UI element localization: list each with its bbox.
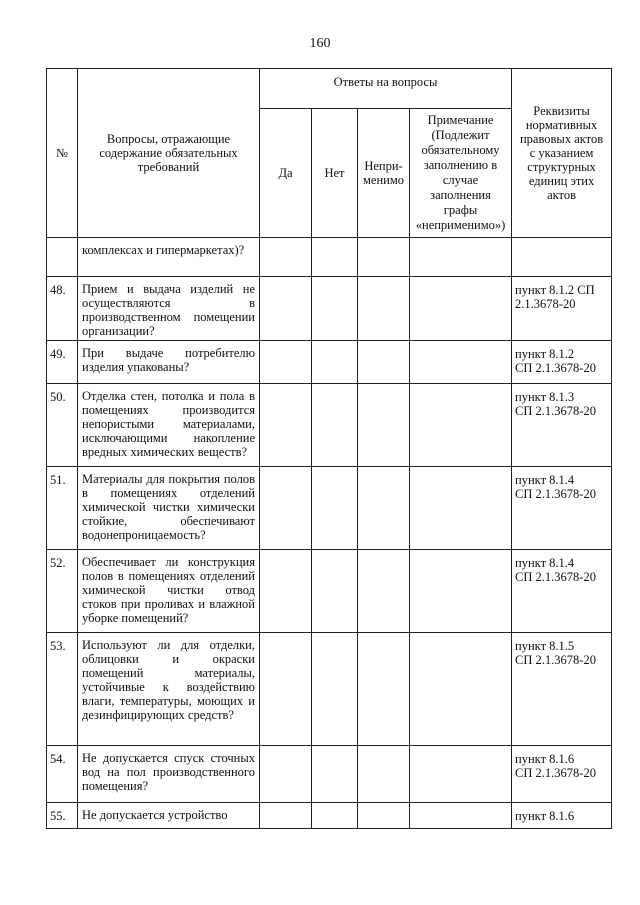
note-cell[interactable] [410, 341, 512, 384]
answer-not-applicable-cell[interactable] [358, 384, 410, 467]
answer-not-applicable-cell[interactable] [358, 277, 410, 341]
row-requisites: пункт 8.1.2 СП 2.1.3678-20 [512, 341, 612, 384]
answer-no-cell[interactable] [312, 746, 358, 803]
row-question: комплексах и гипермаркетах)? [78, 238, 260, 277]
table-row [47, 467, 612, 550]
header-note: Примечание (Подлежит обязательному заполнению в случае заполнения графы «неприменимо») [410, 109, 512, 238]
note-cell[interactable] [410, 633, 512, 746]
note-cell[interactable] [410, 238, 512, 277]
header-no: Нет [312, 109, 358, 238]
answer-not-applicable-cell[interactable] [358, 633, 410, 746]
answer-not-applicable-cell[interactable] [358, 467, 410, 550]
row-number: 54. [47, 746, 78, 803]
header-num: № [47, 69, 78, 238]
header-answers: Ответы на вопросы [260, 69, 512, 109]
row-number: 52. [47, 550, 78, 633]
note-cell[interactable] [410, 277, 512, 341]
row-question: Материалы для покрытия полов в помещениях отделений химической чистки химически стойкие, обеспечивают водонепроницаемость? [78, 467, 260, 550]
row-question: При выдаче потребителю изделия упакованы? [78, 341, 260, 384]
table-row [47, 341, 612, 384]
answer-not-applicable-cell[interactable] [358, 550, 410, 633]
answer-yes-cell[interactable] [260, 803, 312, 829]
row-requisites: пункт 8.1.2 СП 2.1.3678-20 [512, 277, 612, 341]
note-cell[interactable] [410, 746, 512, 803]
answer-yes-cell[interactable] [260, 238, 312, 277]
answer-not-applicable-cell[interactable] [358, 746, 410, 803]
row-question: Не допускается устройство [78, 803, 260, 829]
answer-yes-cell[interactable] [260, 277, 312, 341]
table-row [47, 550, 612, 633]
answer-yes-cell[interactable] [260, 633, 312, 746]
answer-no-cell[interactable] [312, 633, 358, 746]
row-requisites: пункт 8.1.5 СП 2.1.3678-20 [512, 633, 612, 746]
row-number: 51. [47, 467, 78, 550]
row-number: 53. [47, 633, 78, 746]
answer-no-cell[interactable] [312, 277, 358, 341]
row-number: 55. [47, 803, 78, 829]
answer-yes-cell[interactable] [260, 384, 312, 467]
row-question: Не допускается спуск сточных вод на пол производственного помещения? [78, 746, 260, 803]
row-number: 48. [47, 277, 78, 341]
row-requisites: пункт 8.1.6 СП 2.1.3678-20 [512, 746, 612, 803]
row-question: Используют ли для отделки, облицовки и окраски помещений материалы, устойчивые к воздействию влаги, температуры, моющих и дезинфицирующих средств? [78, 633, 260, 746]
note-cell[interactable] [410, 384, 512, 467]
answer-yes-cell[interactable] [260, 550, 312, 633]
row-requisites: пункт 8.1.4 СП 2.1.3678-20 [512, 467, 612, 550]
answer-no-cell[interactable] [312, 803, 358, 829]
row-number: 50. [47, 384, 78, 467]
note-cell[interactable] [410, 803, 512, 829]
note-cell[interactable] [410, 467, 512, 550]
row-question: Обеспечивает ли конструкция полов в помещениях отделений химической чистки отвод стоков при проливах и влажной уборке помещений? [78, 550, 260, 633]
answer-not-applicable-cell[interactable] [358, 341, 410, 384]
answer-not-applicable-cell[interactable] [358, 238, 410, 277]
row-number: 49. [47, 341, 78, 384]
answer-no-cell[interactable] [312, 467, 358, 550]
header-yes: Да [260, 109, 312, 238]
note-cell[interactable] [410, 550, 512, 633]
answer-yes-cell[interactable] [260, 341, 312, 384]
row-requisites: пункт 8.1.4 СП 2.1.3678-20 [512, 550, 612, 633]
answer-yes-cell[interactable] [260, 746, 312, 803]
answer-no-cell[interactable] [312, 384, 358, 467]
row-requisites: пункт 8.1.6 [512, 803, 612, 829]
answer-not-applicable-cell[interactable] [358, 803, 410, 829]
answer-no-cell[interactable] [312, 238, 358, 277]
row-number [47, 238, 78, 277]
row-requisites: пункт 8.1.3 СП 2.1.3678-20 [512, 384, 612, 467]
table-row [47, 277, 612, 341]
header-not-applicable: Непри- менимо [358, 109, 410, 238]
header-requisites: Реквизиты нормативных правовых актов с указанием структурных единиц этих актов [512, 69, 612, 238]
row-question: Прием и выдача изделий не осуществляются в производственном помещении организации? [78, 277, 260, 341]
page-number: 160 [309, 36, 331, 51]
header-row-top [47, 69, 612, 109]
table-row [47, 633, 612, 746]
checklist-table [46, 68, 612, 829]
answer-yes-cell[interactable] [260, 467, 312, 550]
table-row [47, 746, 612, 803]
table-row [47, 803, 612, 829]
header-questions: Вопросы, отражающие содержание обязательных требований [78, 69, 260, 238]
table-row [47, 238, 612, 277]
table-row [47, 384, 612, 467]
answer-no-cell[interactable] [312, 550, 358, 633]
row-question: Отделка стен, потолка и пола в помещениях производится непористыми материалами, исключающими накопление вредных химических веществ? [78, 384, 260, 467]
answer-no-cell[interactable] [312, 341, 358, 384]
row-requisites [512, 238, 612, 277]
